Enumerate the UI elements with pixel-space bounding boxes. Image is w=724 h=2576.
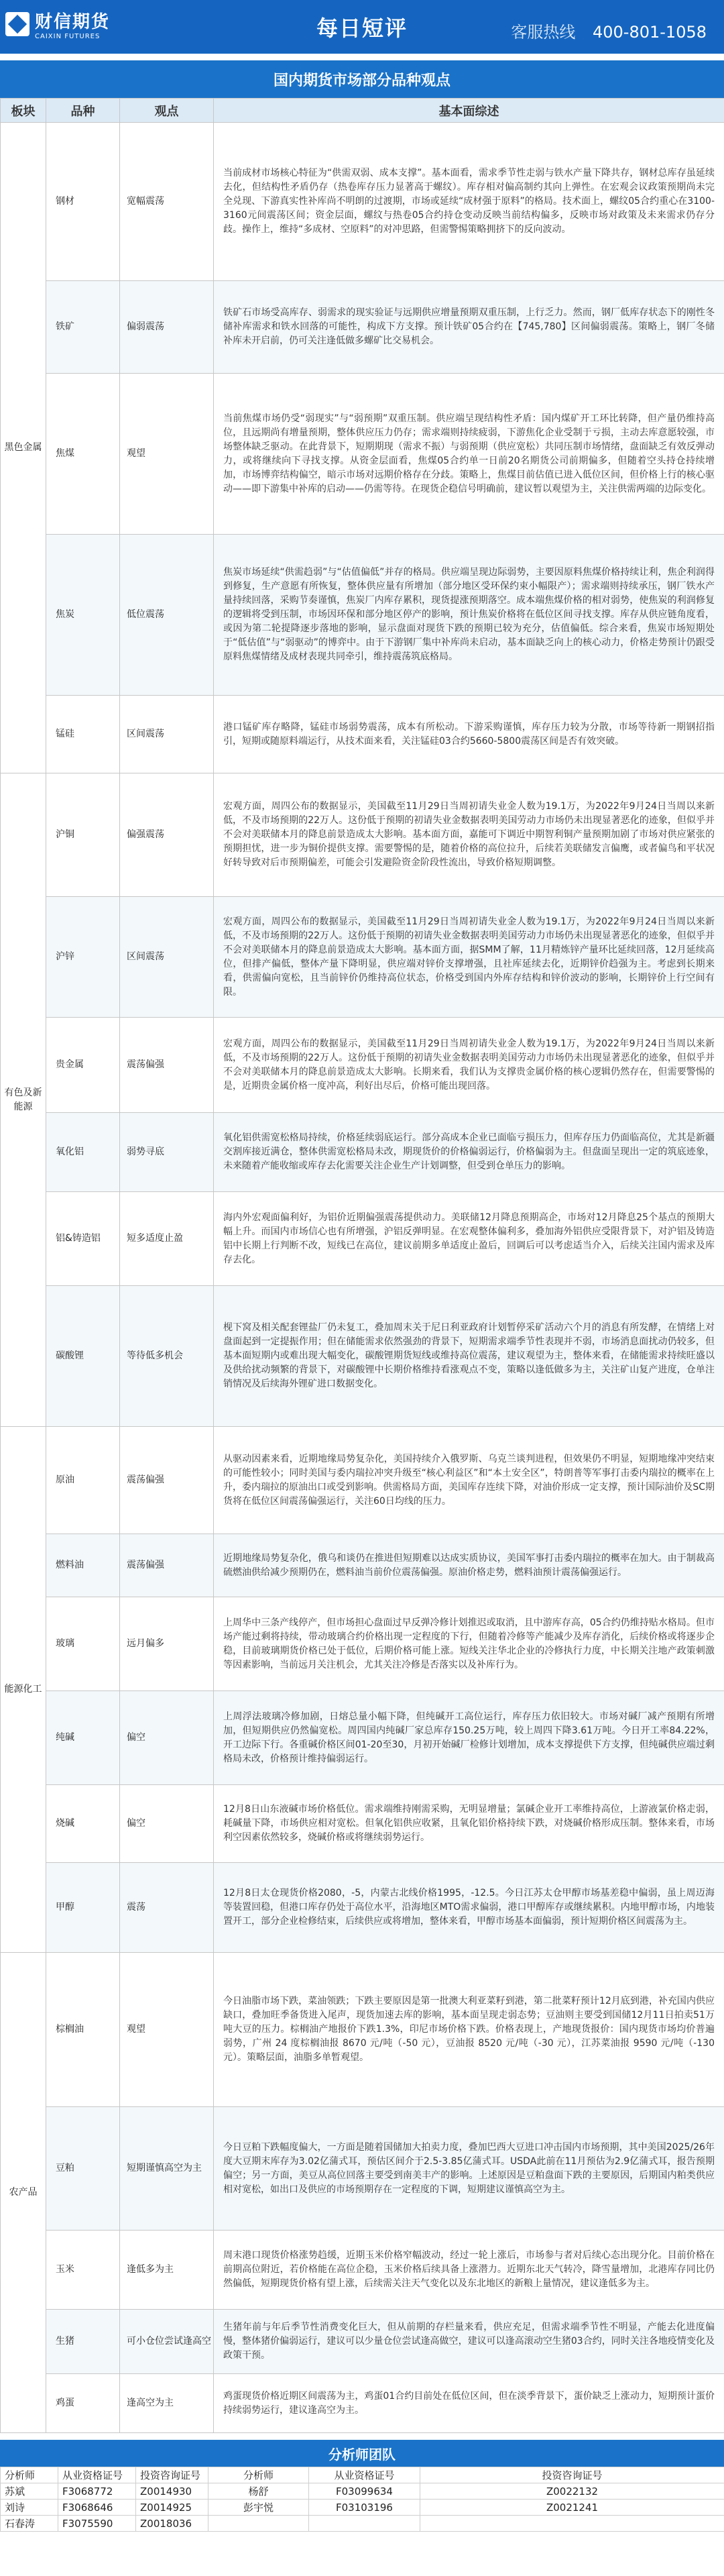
consulting-no: Z0014925 <box>136 2500 208 2516</box>
analyst-name: 彭宇悦 <box>208 2500 309 2516</box>
qualification-no: F3075590 <box>58 2516 136 2532</box>
variety-cell: 钢材 <box>46 123 120 281</box>
variety-cell: 锰硅 <box>46 696 120 773</box>
qualification-no: F03103196 <box>309 2500 420 2516</box>
variety-cell: 焦炭 <box>46 535 120 696</box>
views-table <box>0 98 724 2433</box>
summary-cell: 今日豆粕下跌幅度偏大，一方面是随着国储加大拍卖力度，叠加巴西大豆进口冲击国内市场预期，其中美国2025/26年度大豆期末库存为3.02亿蒲式耳，预估区间介于2.5-3.85亿蒲式耳。USDA此前在11月预估为2.9亿蒲式耳，报告预期偏空；另一方面，美豆从高位回落主要受到南美丰产的影响。上述原因是豆粕盘面下跌的主要原因，后期国内粕类供应相对宽松，如出口及供应的市场预期存在一定程度的下调，短期建议谨慎高空为主。 <box>214 2107 724 2231</box>
analyst-name <box>208 2516 309 2532</box>
team-title: 分析师团队 <box>0 2440 724 2467</box>
hotline-label: 客服热线 <box>511 23 576 42</box>
variety-cell: 铁矿 <box>46 281 120 374</box>
hotline[interactable] <box>511 19 707 42</box>
sector-nonferrous: 有色及新能源 <box>1 773 46 1427</box>
summary-cell: 今日油脂市场下跌，菜油领跌；下跌主要原因是第一批澳大利亚菜籽到港，第二批菜籽预计12月底到港，补充国内供应缺口，叠加旺季备货进入尾声，现货加速去库的影响，基本面呈现走弱态势；豆油则主要受到国储12月11日拍卖51万吨大豆的压力。棕榈油产地报价下跌1.3%，印尼市场价格下跌。价格表现上，产地现货报价：国内现货市场均价普遍弱势，广州 24 度棕榈油报 8670 元/吨（-50 元），豆油报 8520 元/吨（-30 元），江苏菜油报 9590 元/吨（-130 元）。策略层面，油脂多单暂观望。 <box>214 1953 724 2107</box>
analyst-name: 刘诗 <box>1 2500 58 2516</box>
view-cell: 逢低多为主 <box>120 2231 214 2310</box>
summary-cell: 枧下窝及相关配套锂盐厂仍未复工，叠加周末关于尼日利亚政府计划暂停采矿活动六个月的消息有所发酵，在情绪上对盘面起到一定提振作用；但在储能需求依然强劲的背景下，短期需求端季节性表现并不弱，市场消息面扰动仍较多，但基本面短期内或难出现大幅变化，碳酸锂期货短线或维持高位震荡，建议观望为主，整体来看，在储能需求持续旺盛以及供给扰动频繁的背景下，对碳酸锂中长期价格维持看涨观点不变，策略以逢低做多为主，关注矿山复产进度，仓单注销情况及后续海外锂矿进口数据变化。 <box>214 1286 724 1427</box>
variety-cell: 豆粕 <box>46 2107 120 2231</box>
sector-ferrous: 黑色金属 <box>1 123 46 773</box>
summary-cell: 近期地缘局势复杂化，俄乌和谈仍在推进但短期难以达成实质协议，美国军事打击委内瑞拉的概率在加大。由于制裁高硫燃油供给减少预期仍在，燃料油当前价位震荡偏强。原油价格走势，燃料油预计震荡偏强运行。 <box>214 1534 724 1597</box>
variety-cell: 燃料油 <box>46 1534 120 1597</box>
logo-cn: 财信期货 <box>35 12 111 32</box>
team-header: 从业资格证号 <box>58 2467 136 2483</box>
variety-cell: 原油 <box>46 1427 120 1534</box>
summary-cell: 周末港口现货价格涨势趋缓，近期玉米价格窄幅波动，经过一轮上涨后，市场参与者对后续心态出现分化。目前价格在前期高位附近，若价格能在高位企稳，玉米价格后续具备上涨潜力。近期东北天气转冷，降雪量增加，北港库存同比仍然偏低，短期现货价格有望上涨，后续需关注天气变化以及东北地区的新粮上量情况，建议逢低多为主。 <box>214 2231 724 2310</box>
sector-energy: 能源化工 <box>1 1427 46 1953</box>
view-cell: 偏空 <box>120 1785 214 1863</box>
variety-cell: 烧碱 <box>46 1785 120 1863</box>
view-cell: 远月偏多 <box>120 1597 214 1691</box>
qualification-no: F3068646 <box>58 2500 136 2516</box>
variety-cell: 氧化铝 <box>46 1113 120 1192</box>
variety-cell: 玉米 <box>46 2231 120 2310</box>
logo-en: CAIXIN FUTURES <box>35 33 101 40</box>
view-cell: 震荡偏强 <box>120 1427 214 1534</box>
qualification-no: F03099634 <box>309 2483 420 2500</box>
variety-cell: 纯碱 <box>46 1691 120 1785</box>
view-cell: 偏弱震荡 <box>120 281 214 374</box>
view-cell: 逢高空为主 <box>120 2374 214 2433</box>
consulting-no: Z0022132 <box>420 2483 724 2500</box>
summary-cell: 上周华中三条产线停产，但市场担心盘面过早反弹冷修计划推迟或取消，且中游库存高，05合约仍维持贴水格局。但市场产能过剩将持续，带动玻璃合约价格出现一定程度的下行，但随着冷修等产能减少及库存消化，后续价格或将逐步企稳，目前玻璃期货价格已处于低位，后期价格可能上涨。短线关注华北企业的冷修执行力度，中长期关注地产政策刺激等因素影响，当前远月关注机会，尤其关注冷修是否落实以及补库行为。 <box>214 1597 724 1691</box>
logo-mark-icon <box>5 12 29 36</box>
view-cell: 宽幅震荡 <box>120 123 214 281</box>
summary-cell: 焦炭市场延续“供需趋弱”与“估值偏低”并存的格局。供应端呈现边际弱势，主要因原料焦煤价格持续让利，焦企利润得到修复，生产意愿有所恢复，整体供应量有所增加（部分地区受环保约束小幅限产）；需求端则持续承压，钢厂铁水产量持续回落，采购节奏谨慎，焦炭厂内库存累积，现货提涨预期落空。成本端焦煤价格的相对弱势，使焦炭的利润修复的逻辑将受到压制，市场因环保和部分地区停产的影响，预计焦炭价格将在低位区间寻找支撑。库存从供应链角度看，或因为第二轮提降逐步落地的影响，显示盘面对现货下跌的预期已较为充分，估值偏低。综合来看，焦炭市场短期处于“低估值”与“弱驱动”的博弈中。由于下游钢厂集中补库尚未启动，基本面缺乏向上的核心动力，价格走势预计仍跟受原料焦煤情绪及成材表现共同牵引，维持震荡筑底格局。 <box>214 535 724 696</box>
variety-cell: 贵金属 <box>46 1018 120 1113</box>
view-cell: 短期谨慎高空为主 <box>120 2107 214 2231</box>
summary-cell: 海内外宏观面偏利好，为铝价近期偏强震荡提供动力。美联储12月降息预期高企，市场对12月降息25个基点的预期大幅上升。而国内市场信心也有所增强，沪铝反弹明显。在宏观整体偏利多，叠加海外铝供应受限背景下，对沪铝及铸造铝中长期上行判断不改，短线已在高位，建议前期多单适度止盈后，回调后可以考虑适当介入，后续关注国内需求及库存去化。 <box>214 1192 724 1286</box>
view-cell: 观望 <box>120 374 214 535</box>
team-header: 投资咨询证号 <box>420 2467 724 2483</box>
summary-cell: 当前焦煤市场仍受“弱现实”与“弱预期”双重压制。供应端呈现结构性矛盾：国内煤矿开工环比转降，但产量仍维持高位，且远期尚有增量预期，整体供应压力仍存；需求端则持续疲弱，下游焦化企业受制于亏损，主动去库意愿较强，市场整体缺乏驱动。在此背景下，短期期现（需求不振）与弱预期（供应宽松）共同压制市场情绪，盘面缺乏有效反弹动力，或将继续向下寻找支撑。从资金层面看，焦煤05合约单一日前20名期货公司前期偏多，但随着空头持仓持续增加，市场博弈结构偏空，暗示市场对远期价格存在分歧。策略上，焦煤目前估值已进入低位区间，但价格上行的核心驱动——即下游集中补库的启动——仍需等待。在现货企稳信号明确前，建议暂以观望为主，关注供需两端的边际变化。 <box>214 374 724 535</box>
col-header-sector: 板块 <box>1 99 46 123</box>
view-cell: 可小仓位尝试逢高空 <box>120 2310 214 2374</box>
summary-cell: 港口锰矿库存略降，锰硅市场弱势震荡，成本有所松动。下游采购谨慎，库存压力较为分散，市场等待新一期钢招指引，短期或随原料端运行，从技术面来看，关注锰硅03合约5660-5800震荡区间是否有效突破。 <box>214 696 724 773</box>
variety-cell: 碳酸锂 <box>46 1286 120 1427</box>
variety-cell: 生猪 <box>46 2310 120 2374</box>
section-title: 国内期货市场部分品种观点 <box>0 60 724 98</box>
view-cell: 低位震荡 <box>120 535 214 696</box>
view-cell: 区间震荡 <box>120 897 214 1018</box>
view-cell: 震荡 <box>120 1863 214 1953</box>
variety-cell: 铝&铸造铝 <box>46 1192 120 1286</box>
variety-cell: 鸡蛋 <box>46 2374 120 2433</box>
view-cell: 震荡偏强 <box>120 1534 214 1597</box>
summary-cell: 氧化铝供需宽松格局持续，价格延续弱底运行。部分高成本企业已面临亏损压力，但库存压力仍面临高位，尤其是新疆交割库接近满仓，整体供需宽松格局未改，期现货价的价格偏弱运行，价格偏弱为主。但盘面呈现出一定的筑底迹象，未来随着产能收缩或库存去化需要关注企业生产计划调整，但受到仓单压力的影响。 <box>214 1113 724 1192</box>
summary-cell: 12月8日山东液碱市场价格低位。需求端维持刚需采购，无明显增量；氯碱企业开工率维持高位，上游液氯价格走弱，耗碱量下降，市场供应相对宽松。但氧化铝供应收紧，且氧化铝价格持续下跌，对烧碱价格形成压制。整体来看，市场利空因素依然较多，烧碱价格或将继续弱势运行。 <box>214 1785 724 1863</box>
variety-cell: 焦煤 <box>46 374 120 535</box>
consulting-no: Z0021241 <box>420 2500 724 2516</box>
consulting-no: Z0014930 <box>136 2483 208 2500</box>
sector-agri: 农产品 <box>1 1953 46 2433</box>
qualification-no: F3068772 <box>58 2483 136 2500</box>
summary-cell: 鸡蛋现货价格近期区间震荡为主，鸡蛋01合约目前处在低位区间，但在淡季背景下，蛋价缺乏上涨动力，短期预计蛋价持续弱势运行，建议逢高空为主。 <box>214 2374 724 2433</box>
summary-cell: 从驱动因素来看，近期地缘局势复杂化，美国持续介入俄罗斯、乌克兰谈判进程，但效果仍不明显，短期地缘冲突结束的可能性较小；同时美国与委内瑞拉冲突升级至“核心利益区”和“本土安全区”，特朗普等军事打击委内瑞拉的概率在上升，委内瑞拉的原油出口或受到影响。供需格局方面，美国库存连续下降，对油价形成一定支撑，预计国际油价及SC期货将在低位区间震荡偏强运行，关注60日均线的压力。 <box>214 1427 724 1534</box>
consulting-no <box>420 2516 724 2532</box>
col-header-variety: 品种 <box>46 99 120 123</box>
team-header: 从业资格证号 <box>309 2467 420 2483</box>
variety-cell: 沪铜 <box>46 773 120 897</box>
view-cell: 偏强震荡 <box>120 773 214 897</box>
qualification-no <box>309 2516 420 2532</box>
view-cell: 观望 <box>120 1953 214 2107</box>
team-header: 分析师 <box>1 2467 58 2483</box>
view-cell: 弱势寻底 <box>120 1113 214 1192</box>
variety-cell: 棕榈油 <box>46 1953 120 2107</box>
view-cell: 区间震荡 <box>120 696 214 773</box>
view-cell: 震荡偏强 <box>120 1018 214 1113</box>
team-header: 投资咨询证号 <box>136 2467 208 2483</box>
summary-cell: 宏观方面，周四公布的数据显示，美国截至11月29日当周初请失业金人数为19.1万，为2022年9月24日当周以来新低，不及市场预期的22万人。这份低于预期的初请失业金数据表明美国劳动力市场仍未出现显著恶化的迹象，但似乎并不会对美联储本月的降息前景造成太大影响。基本面方面，据SMM了解，11月精炼锌产量环比延续回落，12月延续高位，但排产偏低，整体产量下降明显，供应端对锌价支撑增强，且社库延续去化，近期锌价趋强为主。考虑到长期来看，供需偏向宽松，且当前锌价仍维持高位状态，价格受到国内外库存结构和锌价波动的影响，长期锌价上行空间有限。 <box>214 897 724 1018</box>
analyst-name: 苏斌 <box>1 2483 58 2500</box>
variety-cell: 玻璃 <box>46 1597 120 1691</box>
summary-cell: 12月8日太仓现货价格2080，-5，内蒙古北线价格1995，-12.5。今日江苏太仓甲醇市场基差稳中偏弱，虽上周迈海等装置回稳，但港口库存仍处于高位水平，沿海地区MTO需求偏弱，港口甲醇库存或继续累积。内地甲醇市场，内地装置开工，部分企业检修结束，后续供应或将增加，整体来看，甲醇市场基本面偏弱，预计短期价格区间震荡为主。 <box>214 1863 724 1953</box>
view-cell: 短多适度止盈 <box>120 1192 214 1286</box>
team-table <box>0 2467 724 2532</box>
company-logo[interactable] <box>5 8 110 40</box>
col-header-summary: 基本面综述 <box>214 99 724 123</box>
page-title: 每日短评 <box>316 15 408 41</box>
summary-cell: 当前成材市场核心特征为“供需双弱、成本支撑”。基本面看，需求季节性走弱与铁水产量下降共存，钢材总库存虽延续去化，但结构性矛盾仍存（热卷库存压力显著高于螺纹）。库存相对偏高制约其向上弹性。在宏观会议政策预期尚未完全兑现、下游真实性补库尚不明朗的过渡期，市场或延续“成材强于原料”的格局。技术面上，螺纹05合约重心在3100-3160元间震荡区间；资金层面，螺纹与热卷05合约持仓变动反映当前结构偏多，反映市场对政策及未来需求仍存分歧。操作上，维持“多成材、空原料”的对冲思路，但需警惕策略拥挤下的反向波动。 <box>214 123 724 281</box>
view-cell: 等待低多机会 <box>120 1286 214 1427</box>
analyst-name: 石春涛 <box>1 2516 58 2532</box>
summary-cell: 宏观方面，周四公布的数据显示，美国截至11月29日当周初请失业金人数为19.1万，为2022年9月24日当周以来新低，不及市场预期的22万人。这份低于预期的初请失业金数据表明美国劳动力市场仍未出现显著恶化的迹象，但似乎并不会对美联储本月的降息前景造成太大影响。基本面方面，嘉能可下调近中期智利铜产量预期加剧了市场对供应紧张的预期担忧，进一步为铜价提供支撑。需要警惕的是，随着价格的高位拉升，后续若美联储发言偏鹰，或者偏鸟和平状况好转导致对后市预期偏差，可能会引发避险资金阶段性流出，导致价格短期调整。 <box>214 773 724 897</box>
summary-cell: 生猪年前与年后季节性消费变化巨大，但从前期的存栏量来看，供应充足，但需求端季节性不明显，产能去化进度偏慢，整体猪价偏弱运行，建议可以少量仓位尝试逢高做空，建议可以逢高滚动空生猪03合约，同时关注各地疫情变化及政策干预。 <box>214 2310 724 2374</box>
team-header: 分析师 <box>208 2467 309 2483</box>
analyst-name: 杨舒 <box>208 2483 309 2500</box>
summary-cell: 铁矿石市场受高库存、弱需求的现实验证与远期供应增量预期双重压制，上行乏力。然而，钢厂低库存状态下的刚性冬储补库需求和铁水回落的可能性，构成下方支撑。预计铁矿05合约在【745,780】区间偏弱震荡。策略上，钢厂冬储补库未开启前，仍可关注逢低做多螺矿比交易机会。 <box>214 281 724 374</box>
variety-cell: 甲醇 <box>46 1863 120 1953</box>
view-cell: 偏空 <box>120 1691 214 1785</box>
summary-cell: 宏观方面，周四公布的数据显示，美国截至11月29日当周初请失业金人数为19.1万，为2022年9月24日当周以来新低，不及市场预期的22万人。这份低于预期的初请失业金数据表明美国劳动力市场仍未出现显著恶化的迹象，但似乎并不会对美联储本月的降息前景造成太大影响。长期来看，我们认为支撑贵金属价格的核心逻辑仍然存在，但需要警惕的是，近期贵金属价格一度冲高，利好出尽后，价格可能出现回落。 <box>214 1018 724 1113</box>
variety-cell: 沪锌 <box>46 897 120 1018</box>
hotline-number[interactable]: 400-801-1058 <box>592 23 707 42</box>
consulting-no: Z0018036 <box>136 2516 208 2532</box>
top-header <box>0 0 724 54</box>
summary-cell: 上周浮法玻璃冷修加剧，日熔总量小幅下降，但纯碱开工高位运行，库存压力依旧较大。市场对碱厂减产预期有所增加，但短期供应仍然偏宽松。周四国内纯碱厂家总库存150.25万吨，较上周四下降3.61万吨。今日开工率84.22%，开工边际下行。各重碱价格区间01-20至30，月初开始碱厂检修计划增加，成本支撑提供下方支撑，但纯碱供应端过剩格局未改，价格预计维持偏弱运行。 <box>214 1691 724 1785</box>
col-header-view: 观点 <box>120 99 214 123</box>
